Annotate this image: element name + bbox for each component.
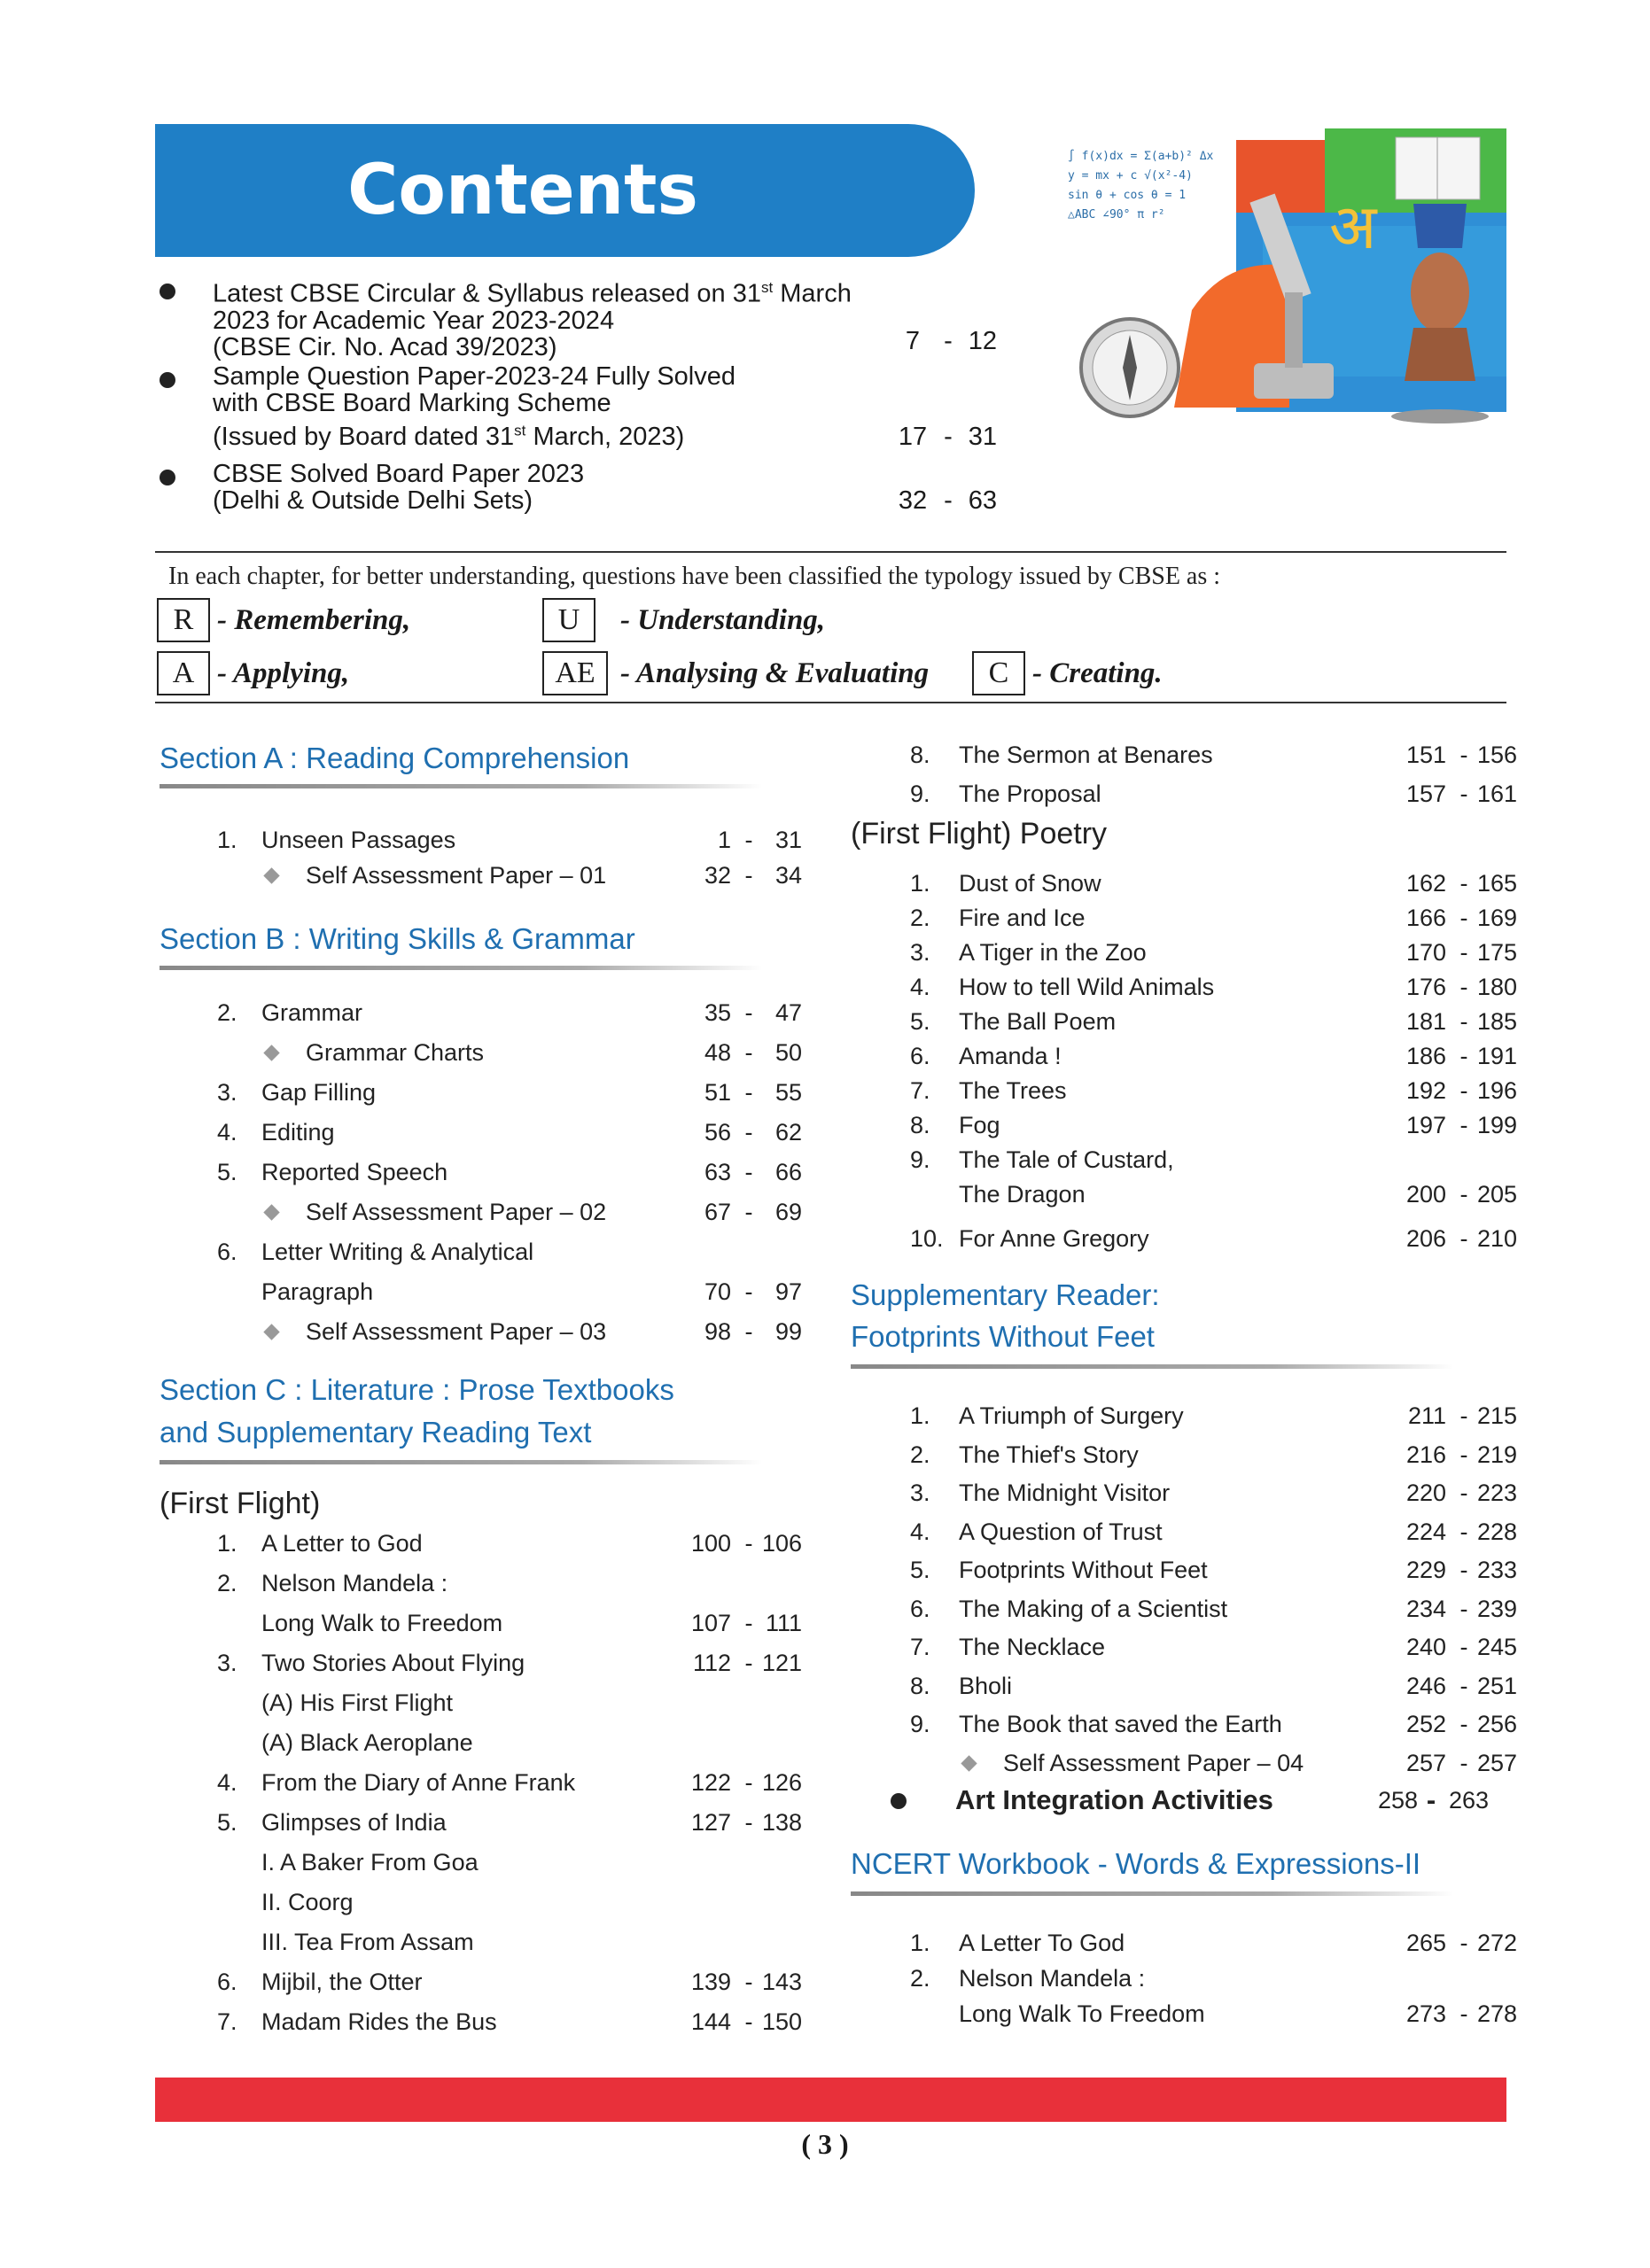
toc-row[interactable]: Long Walk to Freedom 107 - 111 xyxy=(217,1605,855,1641)
page-from: 176 xyxy=(1405,974,1446,1000)
toc-number: 9. xyxy=(910,781,930,807)
page-to: 66 xyxy=(774,1159,802,1185)
toc-row[interactable]: Self Assessment Paper – 04 257 - 257 xyxy=(910,1745,1548,1781)
page-from: 273 xyxy=(1405,2000,1446,2027)
page-to: 223 xyxy=(1476,1480,1517,1506)
heading-underline xyxy=(160,784,762,788)
toc-number: 6. xyxy=(910,1043,930,1069)
toc-row[interactable] xyxy=(217,1565,855,1601)
page-to: 196 xyxy=(1476,1077,1517,1104)
toc-row[interactable] xyxy=(910,1961,1548,1996)
heading-underline xyxy=(160,966,762,970)
toc-row[interactable]: 6. The Making of a Scientist 234 - 239 xyxy=(910,1591,1548,1627)
toc-title: (A) Black Aeroplane xyxy=(261,1729,473,1756)
poetry-subhead: (First Flight) Poetry xyxy=(851,817,1108,850)
page-from: 162 xyxy=(1405,870,1446,897)
toc-title: Long Walk to Freedom xyxy=(261,1610,503,1636)
toc-row[interactable] xyxy=(217,1845,855,1880)
toc-title: The Tale of Custard, xyxy=(959,1146,1174,1173)
toc-row[interactable]: 6. Amanda ! 186 - 191 xyxy=(910,1038,1548,1074)
toc-number: 3. xyxy=(910,1480,930,1506)
page-to: 31 xyxy=(968,423,997,451)
toc-row[interactable]: 3. Gap Filling 51 - 55 xyxy=(217,1075,855,1110)
page-from: 144 xyxy=(690,2008,731,2035)
page-from: 220 xyxy=(1405,1480,1446,1506)
toc-row[interactable]: Long Walk To Freedom 273 - 278 xyxy=(910,1996,1548,2031)
toc-number: 9. xyxy=(910,1146,930,1173)
divider xyxy=(155,551,1506,553)
toc-number: 5. xyxy=(910,1557,930,1583)
toc-title: A Tiger in the Zoo xyxy=(959,939,1147,966)
toc-title: The Thief's Story xyxy=(959,1441,1139,1468)
page-to: 191 xyxy=(1476,1043,1517,1069)
toc-number: 4. xyxy=(910,1518,930,1545)
toc-title: The Midnight Visitor xyxy=(959,1480,1171,1506)
page-to: 175 xyxy=(1476,939,1517,966)
page-to: 138 xyxy=(761,1809,802,1836)
diamond-icon xyxy=(263,1204,279,1220)
toc-number: 7. xyxy=(217,2008,237,2035)
page-to: 55 xyxy=(774,1079,802,1106)
typology-note: In each chapter, for better understanding, questions have been classified the typology issued by CBSE as : xyxy=(168,563,1221,590)
toc-title: Self Assessment Paper – 04 xyxy=(1003,1749,1304,1776)
page-from: 17 xyxy=(898,423,928,451)
education-illustration xyxy=(1059,124,1511,443)
toc-title: Gap Filling xyxy=(261,1079,377,1106)
page-to: 143 xyxy=(761,1969,802,1995)
toc-row[interactable]: 1. Dust of Snow 162 - 165 xyxy=(910,866,1548,901)
toc-number: 5. xyxy=(910,1008,930,1035)
toc-number: 10. xyxy=(910,1225,944,1252)
page-from: 63 xyxy=(704,1159,731,1185)
toc-title: Letter Writing & Analytical xyxy=(261,1239,534,1265)
toc-title: A Triumph of Surgery xyxy=(959,1402,1184,1429)
diamond-icon xyxy=(961,1755,977,1771)
toc-number: 8. xyxy=(910,1672,930,1699)
toc-title: Reported Speech xyxy=(261,1159,448,1185)
toc-row[interactable]: 2. Fire and Ice 166 - 169 xyxy=(910,900,1548,936)
toc-row[interactable]: 10. For Anne Gregory 206 - 210 xyxy=(910,1221,1548,1256)
toc-row[interactable]: 7. The Trees 192 - 196 xyxy=(910,1073,1548,1108)
toc-row[interactable]: 5. Footprints Without Feet 229 - 233 xyxy=(910,1552,1548,1588)
toc-title: Self Assessment Paper – 02 xyxy=(306,1199,607,1225)
page-to: 106 xyxy=(761,1530,802,1557)
toc-title: Self Assessment Paper – 03 xyxy=(306,1318,607,1345)
intro-item-board-paper: CBSE Solved Board Paper 2023 (Delhi & Outside Delhi Sets) 32 - 63 xyxy=(160,461,997,518)
toc-title: Nelson Mandela : xyxy=(261,1570,448,1596)
section-c-heading-line2: and Supplementary Reading Text xyxy=(160,1416,592,1449)
svg-text:अ: अ xyxy=(1329,190,1377,263)
page-from: 122 xyxy=(690,1769,731,1796)
page-to: 205 xyxy=(1476,1181,1517,1208)
page-from: 265 xyxy=(1405,1930,1446,1956)
toc-title: A Letter To God xyxy=(959,1930,1125,1956)
page-from: 151 xyxy=(1405,742,1446,768)
toc-row[interactable]: 3. The Midnight Visitor 220 - 223 xyxy=(910,1475,1548,1511)
toc-title: II. Coorg xyxy=(261,1889,354,1915)
toc-title: The Making of a Scientist xyxy=(959,1595,1228,1622)
toc-title: For Anne Gregory xyxy=(959,1225,1149,1252)
toc-number: 1. xyxy=(910,1930,930,1956)
page-from: 206 xyxy=(1405,1225,1446,1252)
supplementary-heading-line1: Supplementary Reader: xyxy=(851,1278,1160,1311)
svg-text:△ABC ∠90° π r²: △ABC ∠90° π r² xyxy=(1068,208,1165,221)
toc-row[interactable]: Self Assessment Paper – 01 32 - 34 xyxy=(217,858,811,893)
page-to: 121 xyxy=(761,1650,802,1676)
section-b-heading: Section B : Writing Skills & Grammar xyxy=(160,922,635,955)
toc-number: 8. xyxy=(910,1112,930,1138)
page-to: 62 xyxy=(774,1119,802,1146)
toc-title: Fog xyxy=(959,1112,1000,1138)
bullet-icon xyxy=(160,470,175,485)
page-from: 229 xyxy=(1405,1557,1446,1583)
toc-row[interactable]: 9. The Proposal 157 - 161 xyxy=(910,776,1548,812)
toc-title: (A) His First Flight xyxy=(261,1689,453,1716)
toc-number: 4. xyxy=(910,974,930,1000)
page-to: 257 xyxy=(1476,1749,1517,1776)
page-to: 12 xyxy=(968,327,997,355)
heading-underline xyxy=(160,1460,762,1464)
toc-row[interactable]: 8. Bholi 246 - 251 xyxy=(910,1668,1548,1704)
bullet-icon xyxy=(160,284,175,299)
toc-row[interactable]: 5. Glimpses of India 127 - 138 xyxy=(217,1805,855,1840)
diamond-icon xyxy=(263,867,279,883)
page-from: 70 xyxy=(704,1278,731,1305)
toc-title: The Dragon xyxy=(959,1181,1086,1208)
diamond-icon xyxy=(263,1045,279,1060)
toc-number: 8. xyxy=(910,742,930,768)
page-to: 63 xyxy=(968,486,997,515)
page-to: 219 xyxy=(1476,1441,1517,1468)
toc-number: 5. xyxy=(217,1809,237,1836)
toc-number: 1. xyxy=(910,870,930,897)
toc-title: I. A Baker From Goa xyxy=(261,1849,479,1876)
toc-title: Footprints Without Feet xyxy=(959,1557,1208,1583)
toc-title: A Letter to God xyxy=(261,1530,423,1557)
page-to: 185 xyxy=(1476,1008,1517,1035)
page-from: 224 xyxy=(1405,1518,1446,1545)
toc-title: Glimpses of India xyxy=(261,1809,447,1836)
toc-row[interactable]: 1. Unseen Passages 1 - 31 xyxy=(217,827,802,853)
code-label-r: - Remembering, xyxy=(217,604,411,636)
page-to: 239 xyxy=(1476,1595,1517,1622)
svg-text:∫ f(x)dx = Σ(a+b)² Δx: ∫ f(x)dx = Σ(a+b)² Δx xyxy=(1068,150,1214,163)
first-flight-subhead: (First Flight) xyxy=(160,1487,321,1520)
toc-row[interactable]: 3. Two Stories About Flying 112 - 121 xyxy=(217,1645,855,1681)
page-from: 252 xyxy=(1405,1711,1446,1737)
page-from: 246 xyxy=(1405,1672,1446,1699)
code-box-r: R xyxy=(157,598,210,642)
page-from: 127 xyxy=(690,1809,731,1836)
page-from: 7 xyxy=(905,327,921,355)
toc-row[interactable]: 9. The Book that saved the Earth 252 - 256 xyxy=(910,1706,1548,1742)
code-box-ae: AE xyxy=(542,651,608,695)
page-to: 233 xyxy=(1476,1557,1517,1583)
page-to: 215 xyxy=(1476,1402,1517,1429)
toc-title: The Trees xyxy=(959,1077,1067,1104)
toc-row[interactable]: 1. A Letter to God 100 - 106 xyxy=(217,1526,855,1561)
toc-row[interactable]: 7. The Necklace 240 - 245 xyxy=(910,1629,1548,1665)
toc-title: A Question of Trust xyxy=(959,1518,1163,1545)
footer-bar xyxy=(155,2078,1506,2122)
toc-row[interactable]: Grammar Charts 48 - 50 xyxy=(217,1035,855,1070)
ncert-heading: NCERT Workbook - Words & Expressions-II xyxy=(851,1847,1421,1880)
toc-number: 3. xyxy=(910,939,930,966)
supplementary-heading-line2: Footprints Without Feet xyxy=(851,1320,1155,1353)
toc-number: 2. xyxy=(217,1570,237,1596)
page-from: 32 xyxy=(898,486,928,515)
toc-title: Grammar Charts xyxy=(306,1039,485,1066)
page-from: 234 xyxy=(1405,1595,1446,1622)
page-to: 47 xyxy=(774,999,802,1026)
toc-row[interactable]: 5. The Ball Poem 181 - 185 xyxy=(910,1004,1548,1039)
page-to: 251 xyxy=(1476,1672,1517,1699)
page-from: 166 xyxy=(1405,905,1446,931)
page-from: 197 xyxy=(1405,1112,1446,1138)
page-from: 181 xyxy=(1405,1008,1446,1035)
toc-title: Two Stories About Flying xyxy=(261,1650,525,1676)
toc-row[interactable]: 6. Mijbil, the Otter 139 - 143 xyxy=(217,1964,855,2000)
page-to: 126 xyxy=(761,1769,802,1796)
page-from: 170 xyxy=(1405,939,1446,966)
toc-title: Dust of Snow xyxy=(959,870,1101,897)
page-to: 169 xyxy=(1476,905,1517,931)
toc-number: 4. xyxy=(217,1119,237,1146)
toc-row[interactable]: 7. Madam Rides the Bus 144 - 150 xyxy=(217,2004,855,2039)
page-from: 100 xyxy=(690,1530,731,1557)
contents-banner xyxy=(155,124,975,257)
toc-row[interactable]: 2. The Thief's Story 216 - 219 xyxy=(910,1437,1548,1472)
toc-title: Fire and Ice xyxy=(959,905,1086,931)
page-from: 186 xyxy=(1405,1043,1446,1069)
toc-number: 5. xyxy=(217,1159,237,1185)
page-to: 165 xyxy=(1476,870,1517,897)
code-label-ae: - Analysing & Evaluating xyxy=(620,657,930,689)
toc-title: How to tell Wild Animals xyxy=(959,974,1215,1000)
toc-row[interactable]: 3. A Tiger in the Zoo 170 - 175 xyxy=(910,935,1548,970)
bullet-icon xyxy=(891,1793,907,1809)
toc-row[interactable]: 4. From the Diary of Anne Frank 122 - 126 xyxy=(217,1765,855,1800)
art-integration-row[interactable]: Art Integration Activities 258 - 263 xyxy=(886,1783,1506,1818)
page-to: 111 xyxy=(765,1610,802,1636)
toc-row[interactable] xyxy=(910,1142,1548,1177)
toc-title: Grammar xyxy=(261,999,362,1026)
toc-title: Nelson Mandela : xyxy=(959,1965,1146,1992)
toc-title: The Sermon at Benares xyxy=(959,742,1213,768)
page-from: 48 xyxy=(704,1039,731,1066)
toc-number: 6. xyxy=(910,1595,930,1622)
intro-item-circular: Latest CBSE Circular & Syllabus released on 31st March 2023 for Academic Year 2023-2024 (CBSE Cir. No. Acad 39/2023) 7 - 12 xyxy=(160,275,997,354)
toc-row[interactable] xyxy=(217,1725,855,1760)
toc-row[interactable]: 1. A Triumph of Surgery 211 - 215 xyxy=(910,1398,1548,1433)
page-to: 150 xyxy=(761,2008,802,2035)
code-box-a: A xyxy=(157,651,210,695)
page-from: 56 xyxy=(704,1119,731,1146)
toc-title: Paragraph xyxy=(261,1278,374,1305)
toc-row[interactable] xyxy=(217,1884,855,1920)
toc-title: The Book that saved the Earth xyxy=(959,1711,1282,1737)
toc-title: Editing xyxy=(261,1119,335,1146)
toc-row[interactable]: 1. A Letter To God 265 - 272 xyxy=(910,1925,1548,1961)
page-to: 97 xyxy=(774,1278,802,1305)
toc-number: 9. xyxy=(910,1711,930,1737)
toc-number: 3. xyxy=(217,1079,237,1106)
page-from: 67 xyxy=(704,1199,731,1225)
toc-title: Long Walk To Freedom xyxy=(959,2000,1205,2027)
toc-row[interactable] xyxy=(217,1234,855,1270)
intro-text: Latest CBSE Circular & Syllabus released on 31 xyxy=(213,279,761,308)
toc-row[interactable]: The Dragon 200 - 205 xyxy=(910,1177,1548,1212)
toc-title: Mijbil, the Otter xyxy=(261,1969,423,1995)
toc-number: 2. xyxy=(910,1965,930,1992)
page-number: ( 3 ) xyxy=(801,2128,849,2160)
code-box-c: C xyxy=(972,651,1025,695)
toc-number: 1. xyxy=(910,1402,930,1429)
page-from: 107 xyxy=(690,1610,731,1636)
page-from: 216 xyxy=(1405,1441,1446,1468)
toc-row[interactable]: Self Assessment Paper – 03 98 - 99 xyxy=(217,1314,855,1349)
toc-row[interactable]: Self Assessment Paper – 02 67 - 69 xyxy=(217,1194,855,1230)
toc-row[interactable]: 4. Editing 56 - 62 xyxy=(217,1115,855,1150)
divider xyxy=(155,702,1506,703)
page-from: 157 xyxy=(1405,781,1446,807)
page-to: 161 xyxy=(1476,781,1517,807)
page-from: 112 xyxy=(692,1650,731,1676)
toc-row[interactable]: 8. Fog 197 - 199 xyxy=(910,1107,1548,1143)
page-to: 50 xyxy=(774,1039,802,1066)
page-to: 69 xyxy=(774,1199,802,1225)
heading-underline xyxy=(851,1891,1453,1896)
page-from: 240 xyxy=(1405,1634,1446,1660)
page-to: 99 xyxy=(774,1318,802,1345)
diamond-icon xyxy=(263,1324,279,1340)
page-to: 278 xyxy=(1476,2000,1517,2027)
code-box-u: U xyxy=(542,598,595,642)
page-from: 51 xyxy=(704,1079,731,1106)
code-label-c: - Creating. xyxy=(1032,657,1163,689)
page-to: 272 xyxy=(1476,1930,1517,1956)
toc-row[interactable]: Paragraph 70 - 97 xyxy=(217,1274,855,1309)
toc-number: 4. xyxy=(217,1769,237,1796)
toc-title: III. Tea From Assam xyxy=(261,1929,474,1955)
intro-item-sample-paper: Sample Question Paper-2023-24 Fully Solved with CBSE Board Marking Scheme (Issued by Board dated 31st March, 2023) 17 - 31 xyxy=(160,363,997,452)
toc-title: From the Diary of Anne Frank xyxy=(261,1769,576,1796)
toc-number: 2. xyxy=(217,999,237,1026)
page-from: 192 xyxy=(1405,1077,1446,1104)
page-from: 211 xyxy=(1407,1402,1446,1429)
svg-text:y = mx + c √(x²-4): y = mx + c √(x²-4) xyxy=(1068,169,1193,183)
toc-number: 6. xyxy=(217,1239,237,1265)
toc-title: The Necklace xyxy=(959,1634,1106,1660)
toc-row[interactable]: 8. The Sermon at Benares 151 - 156 xyxy=(910,737,1548,773)
page-from: 35 xyxy=(704,999,731,1026)
toc-row[interactable] xyxy=(217,1685,855,1720)
section-c-heading-line1: Section C : Literature : Prose Textbooks xyxy=(160,1373,674,1406)
page-to: 256 xyxy=(1476,1711,1517,1737)
toc-title: Madam Rides the Bus xyxy=(261,2008,497,2035)
page-to: 245 xyxy=(1476,1634,1517,1660)
page-from: 98 xyxy=(704,1318,731,1345)
toc-number: 6. xyxy=(217,1969,237,1995)
bullet-icon xyxy=(160,372,175,388)
page-to: 228 xyxy=(1476,1518,1517,1545)
toc-number: 7. xyxy=(910,1634,930,1660)
code-label-a: - Applying, xyxy=(217,657,350,689)
toc-title: The Ball Poem xyxy=(959,1008,1117,1035)
toc-title: The Proposal xyxy=(959,781,1101,807)
toc-number: 2. xyxy=(910,905,930,931)
toc-row[interactable]: 4. How to tell Wild Animals 176 - 180 xyxy=(910,969,1548,1005)
page-from: 200 xyxy=(1405,1181,1446,1208)
page-to: 210 xyxy=(1476,1225,1517,1252)
heading-underline xyxy=(851,1364,1453,1369)
code-label-u: - Understanding, xyxy=(620,604,826,636)
page-to: 199 xyxy=(1476,1112,1517,1138)
toc-row[interactable]: 5. Reported Speech 63 - 66 xyxy=(217,1154,855,1190)
toc-number: 3. xyxy=(217,1650,237,1676)
page-from: 139 xyxy=(690,1969,731,1995)
toc-row[interactable]: 2. Grammar 35 - 47 xyxy=(217,995,855,1030)
page-from: 257 xyxy=(1405,1749,1446,1776)
page-to: 180 xyxy=(1476,974,1517,1000)
toc-number: 2. xyxy=(910,1441,930,1468)
toc-number: 7. xyxy=(910,1077,930,1104)
toc-row[interactable]: 4. A Question of Trust 224 - 228 xyxy=(910,1514,1548,1550)
toc-title: Amanda ! xyxy=(959,1043,1062,1069)
section-a-heading: Section A : Reading Comprehension xyxy=(160,742,630,774)
toc-row[interactable] xyxy=(217,1924,855,1960)
svg-text:sin θ + cos θ = 1: sin θ + cos θ = 1 xyxy=(1068,189,1187,202)
page-to: 156 xyxy=(1476,742,1517,768)
toc-title: Bholi xyxy=(959,1672,1013,1699)
page-title: Contents xyxy=(347,151,698,230)
toc-number: 1. xyxy=(217,1530,237,1557)
